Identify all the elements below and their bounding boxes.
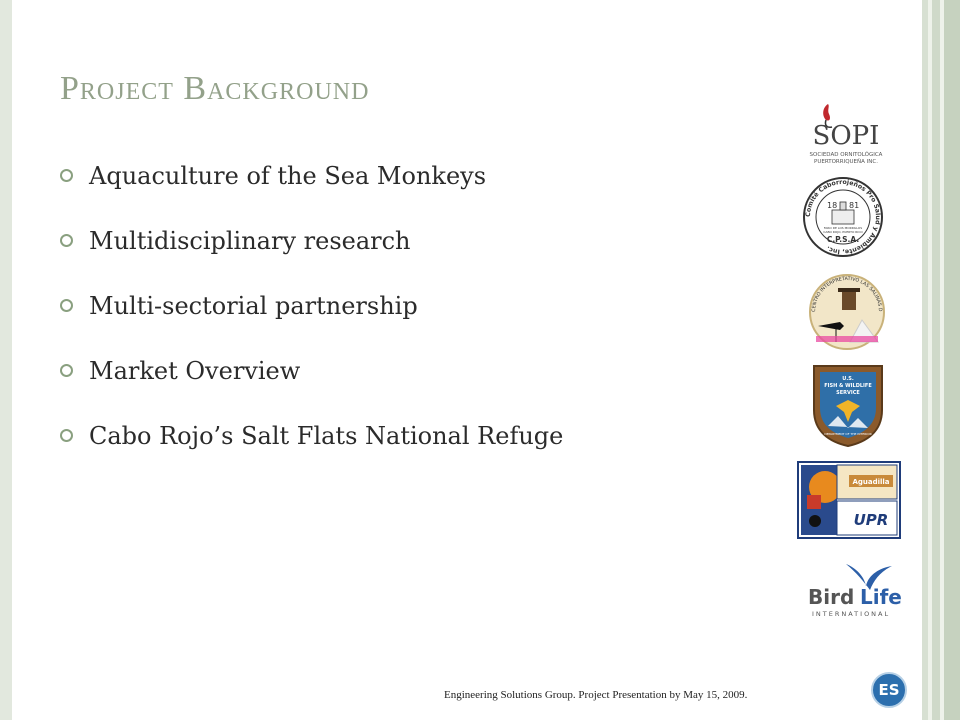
es-logo-badge: ES (871, 672, 907, 708)
salinas-logo (806, 272, 888, 352)
bullet-item (60, 403, 563, 468)
bird-icon (823, 104, 830, 121)
fws-shield-logo (808, 362, 888, 448)
bullet-text: Market Overview (89, 356, 301, 385)
cpsa-ring-text: Comité Caborrojeños Pro Salud y Ambiente, Inc. (804, 178, 882, 256)
slide-title: Project Background (60, 70, 370, 107)
bullet-circle-icon (60, 169, 73, 182)
birdlife-logo (806, 560, 910, 622)
lighthouse-icon (832, 210, 854, 224)
cpsa-abbr: C.P.S.A. (826, 235, 860, 244)
birdlife-name-b: Life (860, 585, 902, 609)
cpsa-year-right: 81 (849, 201, 860, 210)
cpsa-inner-2: CABO ROJO, PUERTO RICO (823, 230, 863, 234)
sopi-sub-2: PUERTORRIQUEÑA INC. (814, 159, 878, 165)
upr-aguadilla-logo (797, 461, 901, 539)
bullet-text: Aquaculture of the Sea Monkeys (89, 161, 487, 190)
upr-label: UPR (853, 511, 889, 529)
sopi-sub-1: SOCIEDAD ORNITOLÓGICA (809, 152, 883, 158)
decorative-rail (944, 0, 960, 720)
bullet-item (60, 273, 563, 338)
sopi-logo (800, 100, 894, 170)
fws-line-1: U.S. (842, 376, 854, 382)
bullet-circle-icon (60, 429, 73, 442)
bullet-item (60, 143, 563, 208)
footer-text: Engineering Solutions Group. Project Presentation by May 15, 2009. (444, 689, 748, 701)
bullet-item (60, 208, 563, 273)
upr-aguadilla-label: Aguadilla (852, 478, 890, 486)
fws-line-3: SERVICE (836, 390, 860, 396)
birdlife-sub: INTERNATIONAL (812, 610, 891, 618)
sopi-name: SOPI (812, 121, 880, 151)
bullet-circle-icon (60, 299, 73, 312)
bullet-circle-icon (60, 364, 73, 377)
birdlife-name-a: Bird (808, 585, 855, 609)
decorative-rail (932, 0, 940, 720)
cpsa-seal-logo (802, 176, 884, 258)
bullet-text: Multidisciplinary research (89, 226, 411, 255)
salinas-ring-text: CENTRO INTERPRETATIVO LAS SALINAS D (811, 276, 883, 313)
cpsa-year-left: 18 (827, 201, 838, 210)
bullet-text: Multi-sectorial partnership (89, 291, 418, 320)
tower-icon (842, 290, 856, 310)
bullet-circle-icon (60, 234, 73, 247)
fws-line-2: FISH & WILDLIFE (824, 383, 872, 389)
fws-bottom-text: DEPARTMENT OF THE INTERIOR (824, 432, 872, 436)
bullet-text: Cabo Rojo’s Salt Flats National Refuge (89, 421, 564, 450)
bullet-list (60, 150, 563, 468)
cpsa-inner-1: FARO DE LOS MORRILLOS (823, 226, 863, 230)
bullet-item (60, 338, 563, 403)
